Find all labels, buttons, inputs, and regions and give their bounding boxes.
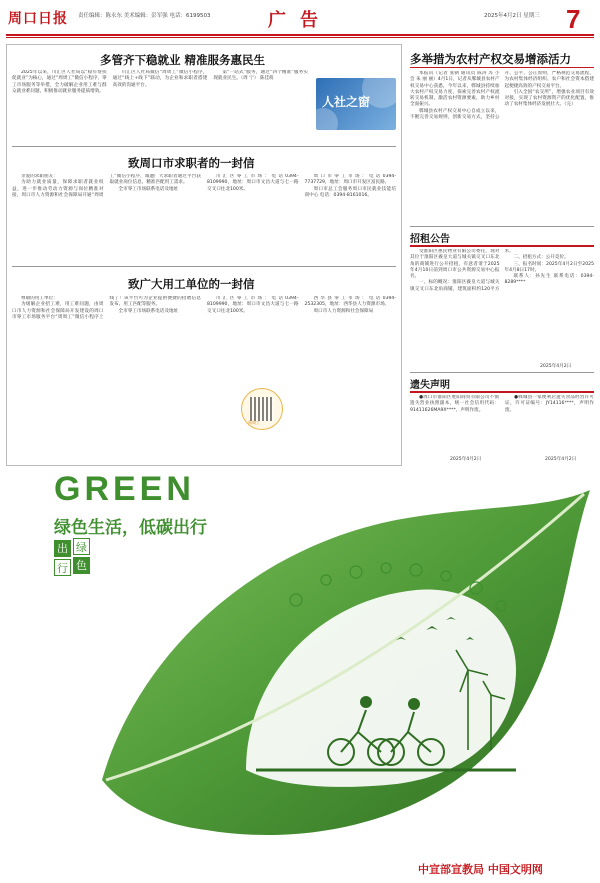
- leaf-illustration: [96, 480, 596, 860]
- header-rule-thin: [6, 37, 594, 38]
- article3-paragraph: 全市零工市场联系电话及地址: [118, 308, 179, 314]
- header-rule: [6, 34, 594, 36]
- right-article-paragraph: 本报讯（记者 张朝 通讯员 陈涛 苏 小 会 朱 丽 丽）4月1日，记者从郸城县农村产权交易中心获悉，今年以来，郸城县持续加大农村产权交易力度，探索完善农村产权流转交易机制，激活农村资源要素，助力乡村全面振兴。: [410, 71, 500, 108]
- newspaper-logo: 周口日报: [8, 11, 68, 27]
- renshe-badge: [316, 78, 396, 130]
- right-article-body: [410, 71, 594, 221]
- masthead: [0, 0, 600, 40]
- right-article-paragraph: 引入全国“农交所”，增强农业项目有效对接，实现了农村资源资产的优化配置，推动了农村集体经济发展壮大。（完）: [504, 89, 594, 108]
- notice-date: 2025年4月2日: [540, 364, 572, 369]
- article2-paragraph: 川汇区零工市场：电话0394-8109990，地址：周口市文昌大道与七一路交叉口往北100米。: [207, 174, 299, 192]
- article1-paragraph: 第“一站式”服务，通过“四个精准”服务实现就业民生。（周 宁） 陈佳萌: [213, 70, 308, 82]
- divider: [12, 146, 396, 147]
- right-article-title: 多举措为农村产权交易增添活力: [410, 52, 571, 66]
- seal-char: 色: [73, 557, 90, 574]
- article2-body: [12, 174, 396, 260]
- section-title: 广告: [268, 10, 332, 31]
- article1-paragraph: 川汇区人社局微信“周周工”微信小程序，通过“线上+线下”联动，为企业和求职者搭建高效的沟通平台。: [112, 70, 208, 88]
- divider: [12, 266, 396, 267]
- renshe-badge-label: 人社之窗: [322, 95, 371, 109]
- issue-date: 2025年4月2日 星期三: [484, 13, 540, 19]
- seal-char: 行: [54, 559, 71, 576]
- divider: [410, 226, 594, 227]
- page-number: 7: [566, 4, 581, 34]
- seal-char: 出: [54, 540, 71, 557]
- article3-paragraph: 周口市人力资源和社会保障局: [313, 308, 374, 314]
- lost-date-2: 2025年4月2日: [545, 457, 577, 462]
- divider: [410, 372, 594, 373]
- right-article-paragraph: 郸城县农村产权交易中心自成立以来，不断完善交易规则，创新交易方式，坚持公开、公平、公正原则，严格规范交易流程，为农村集体经济组织、农户和社会资本搭建起便捷高效的产权交易平台。: [410, 71, 594, 121]
- article1-body: [12, 70, 308, 142]
- lost-item-right: [505, 395, 594, 453]
- notice-heading: 招租公告: [410, 234, 450, 245]
- article2-paragraph: 全市零工市场联系电话及地址: [118, 186, 179, 192]
- article3-paragraph: 尊敬的用工单位：: [21, 296, 58, 301]
- lost-item: ●周口市淮阳区胜阳商贸有限公司不慎遗失营业执照副本，统一社会信用代码：91411626MA9X****，声明作废。: [410, 395, 499, 413]
- lost-rule: [410, 391, 594, 393]
- editor-line: 责任编辑：陈永东 美术编辑：彭军强 电话：6199503: [78, 13, 211, 19]
- lost-item-left: [410, 395, 499, 453]
- article2-paragraph: 亲爱的求职朋友：: [21, 174, 58, 179]
- qr-caption: 周周工: [248, 420, 260, 425]
- article1-title: 多管齐下稳就业 精准服务惠民生: [100, 53, 266, 67]
- article3-paragraph: 川汇区零工市场：电话0394-8109990，地址：周口市文昌大道与七一路交叉口往北100米。: [207, 296, 299, 314]
- notice-paragraph: 一、标的概况：淮阳区羲皇大道与城关镇交叉口东北角商铺，建筑面积约120平方米。: [410, 249, 514, 292]
- notice-paragraph: 二、招租方式：公开竞价。: [513, 255, 569, 261]
- article2-paragraph: 周口市总工会服务周口市民就业技能培训中心 电话：0394-8161016。: [304, 186, 396, 198]
- notice-paragraph: 三、报名时间：2025年4月2日至2025年4月8日17时。: [504, 261, 594, 273]
- seal-char: 绿: [73, 538, 90, 555]
- article3-paragraph: 西华县零工市场：电话0394-2532305，地址：西华县人力资源市场。: [304, 296, 396, 308]
- notice-rule: [410, 245, 594, 247]
- notice-paragraph: 受淮阳区惠民物业有限公司委托，现对其位于淮阳区羲皇大道与城关镇交叉口东北角的商铺进行公开招租，有意者请于2025年4月10日前到周口市公共资源交易中心报名。: [410, 249, 500, 280]
- notice-paragraph: 联系人：孙先生 联系电话：0394-8289****: [504, 274, 594, 286]
- slogan-seal: [54, 538, 92, 576]
- green-slogan: 绿色生活，低碳出行: [54, 518, 207, 538]
- notice-body: [410, 249, 594, 361]
- article3-body: [12, 296, 396, 458]
- article3-paragraph: 为缓解企业招工难，用工难问题，由周口市人力资源和社会保障局开发建设的周口市零工市场服务平台“周周工”微信小程序上线了！该平台可为企业提供便捷的招聘信息发布、用工匹配等服务。: [12, 296, 201, 320]
- divider: [410, 67, 594, 68]
- qr-code-icon: [250, 397, 274, 421]
- article2-paragraph: 为助力就业质量，保障求职者就业权益，进一步推动劳动力资源与岗位精准对接，周口市人力资源和社会保障局开通“周周工”微信小程序，诚邀广大求职者通过平台获取就业岗位信息，精准匹配用工需求。: [12, 174, 201, 198]
- green-headline: GREEN: [54, 470, 195, 508]
- lost-date-1: 2025年4月2日: [450, 457, 482, 462]
- lost-item: ●郸城县一家便利店遗失食品经营许可证，许可证编号：JY14116****，声明作废。: [505, 395, 594, 413]
- lost-heading: 遗失声明: [410, 380, 450, 391]
- article2-title: 致周口市求职者的一封信: [128, 156, 255, 170]
- article1-paragraph: 2025年以来，川汇区人社局以“稳有帮扶促就业”为核心，通过“周周工”微信小程序、零工市场服务等举措，全力破解企业用工难与群众就业难问题，积极推动就业服务提质增效。: [12, 70, 107, 94]
- article2-paragraph: 周口市零工市场：电话0394-7737729，地址：周口市开发区富民路。: [304, 174, 396, 186]
- article3-title: 致广大用工单位的一封信: [128, 277, 255, 291]
- qr-code-badge: [241, 388, 283, 430]
- ad-sponsors: 中宣部宣教局 中国文明网: [418, 863, 543, 876]
